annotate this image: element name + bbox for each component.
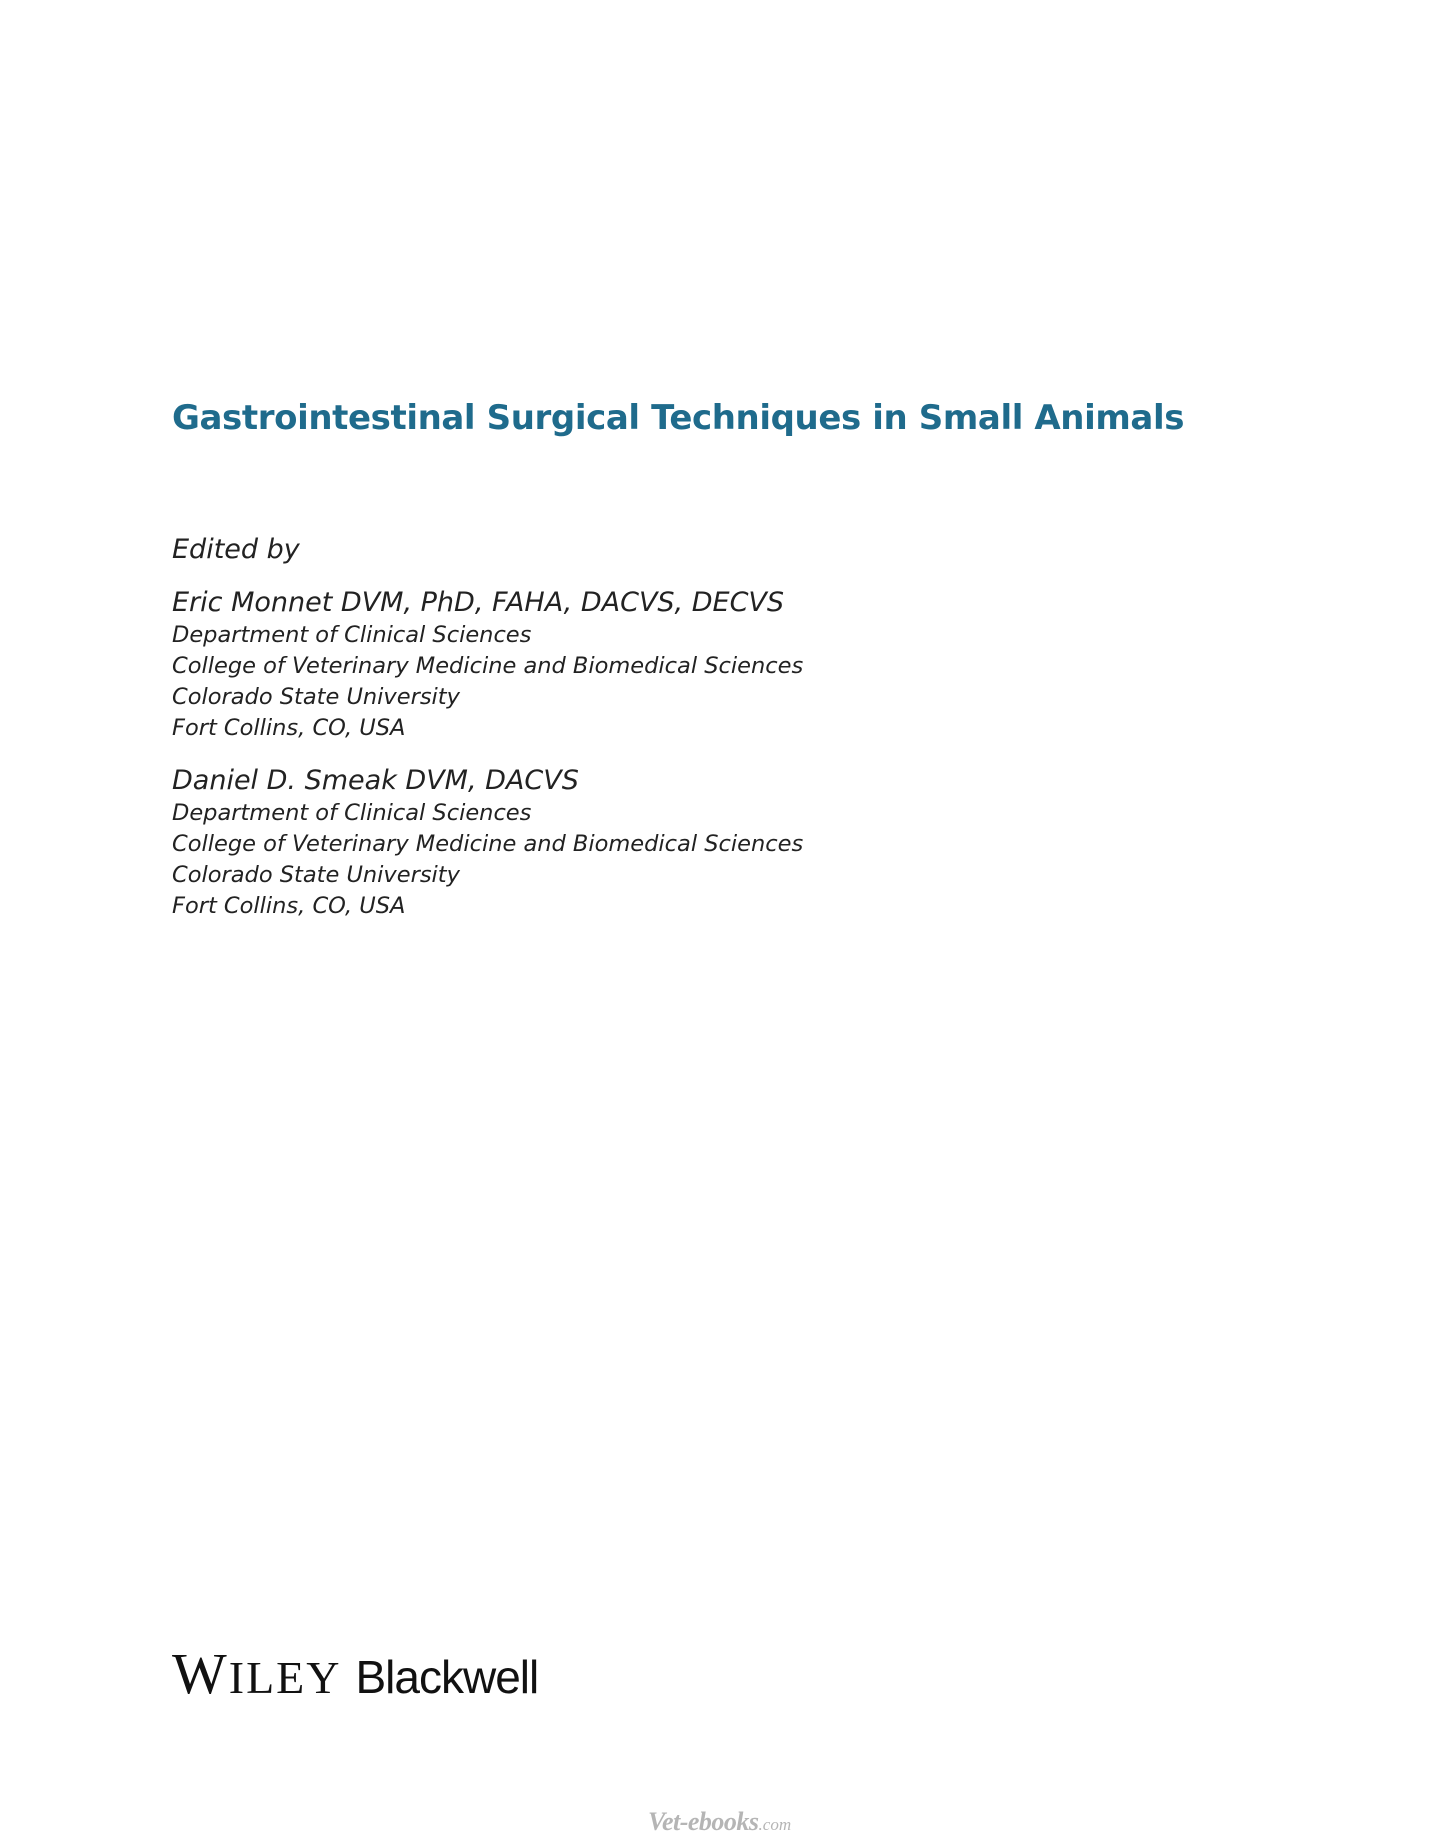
wiley-wordmark: [172, 1640, 342, 1707]
editor-name: Daniel D. Smeak DVM, DACVS: [172, 765, 579, 796]
watermark-main: Vet-ebooks: [648, 1807, 759, 1836]
blackwell-wordmark: Blackwell: [355, 1651, 539, 1703]
editor-1: [172, 586, 803, 744]
watermark-tld: .com: [758, 1815, 792, 1834]
editor-location: Fort Collins, CO, USA: [172, 715, 406, 741]
editor-department: Department of Clinical Sciences: [172, 800, 532, 826]
editor-university: Colorado State University: [172, 684, 460, 710]
editor-location: Fort Collins, CO, USA: [172, 893, 406, 919]
wiley-rest: ILEY: [228, 1652, 342, 1703]
edited-by-label: Edited by: [172, 534, 300, 565]
publisher-logo: [172, 1640, 538, 1707]
watermark: [648, 1807, 791, 1837]
editor-name: Eric Monnet DVM, PhD, FAHA, DACVS, DECVS: [172, 587, 785, 618]
editor-2: [172, 764, 803, 922]
editor-college: College of Veterinary Medicine and Biomedical Sciences: [172, 831, 804, 857]
wiley-initial: W: [172, 1641, 229, 1706]
editor-department: Department of Clinical Sciences: [172, 622, 532, 648]
editor-university: Colorado State University: [172, 862, 460, 888]
book-title: Gastrointestinal Surgical Techniques in Small Animals: [172, 398, 1185, 438]
editors-block: [172, 532, 803, 942]
editor-college: College of Veterinary Medicine and Biomedical Sciences: [172, 653, 804, 679]
